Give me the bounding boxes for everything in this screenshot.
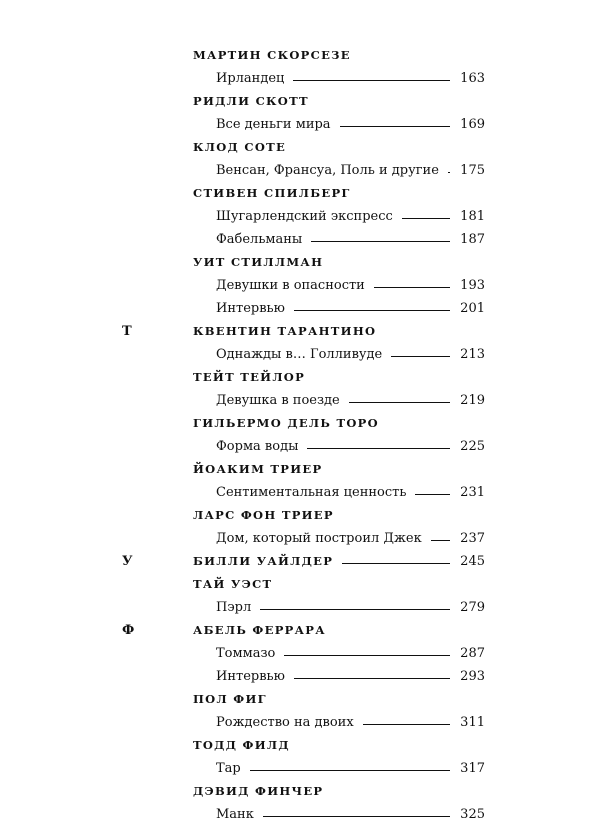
author-name: ТОДД ФИЛД <box>193 738 290 752</box>
film-entry[interactable] <box>216 117 485 132</box>
toc-entry-row <box>0 392 600 415</box>
leader-line <box>374 286 450 288</box>
film-title: Сентиментальная ценность <box>216 485 407 500</box>
toc-author-row <box>0 185 600 208</box>
author-name: ПОЛ ФИГ <box>193 692 267 706</box>
author-name: РИДЛИ СКОТТ <box>193 94 309 108</box>
toc-entry-row <box>0 300 600 323</box>
toc-author-row <box>0 461 600 484</box>
author-name: МАРТИН СКОРСЕЗЕ <box>193 48 351 62</box>
toc-entry-row <box>0 438 600 461</box>
film-entry[interactable] <box>216 232 485 247</box>
film-title: Ирландец <box>216 71 285 86</box>
page-number: 237 <box>460 531 485 546</box>
film-entry[interactable] <box>216 600 485 615</box>
film-entry[interactable] <box>216 646 485 661</box>
toc-author-row <box>0 254 600 277</box>
film-entry[interactable] <box>216 715 485 730</box>
page-number: 325 <box>460 807 485 822</box>
leader-line <box>363 723 450 725</box>
author-name: ЛАРС ФОН ТРИЕР <box>193 508 334 522</box>
film-entry[interactable] <box>216 393 485 408</box>
table-of-contents <box>0 47 600 829</box>
toc-entry-row <box>0 599 600 622</box>
page-number: 163 <box>460 71 485 86</box>
author-name: ТАЙ УЭСТ <box>193 577 273 591</box>
author-name: УИТ СТИЛЛМАН <box>193 255 324 269</box>
film-title: Фабельманы <box>216 232 303 247</box>
film-title: Все деньги мира <box>216 117 331 132</box>
page-number: 287 <box>460 646 485 661</box>
page-number: 181 <box>460 209 485 224</box>
leader-line <box>415 493 450 495</box>
film-title: Девушка в поезде <box>216 393 340 408</box>
toc-author-row <box>0 323 600 346</box>
film-title: Интервью <box>216 301 285 316</box>
page-number: 279 <box>460 600 485 615</box>
page-number: 213 <box>460 347 485 362</box>
page-number: 293 <box>460 669 485 684</box>
toc-entry-row <box>0 645 600 668</box>
film-title: Манк <box>216 807 254 822</box>
leader-line <box>250 769 450 771</box>
leader-line <box>294 677 450 679</box>
page-number: 175 <box>460 163 485 178</box>
film-entry[interactable] <box>216 301 485 316</box>
leader-line <box>402 217 450 219</box>
leader-line <box>284 654 450 656</box>
toc-entry-row <box>0 484 600 507</box>
toc-author-row <box>0 691 600 714</box>
author-name: КЛОД СОТЕ <box>193 140 287 154</box>
leader-line <box>293 79 450 81</box>
author-name: ГИЛЬЕРМО ДЕЛЬ ТОРО <box>193 416 379 430</box>
toc-entry-row <box>0 208 600 231</box>
toc-author-row <box>0 622 600 645</box>
toc-author-row <box>0 415 600 438</box>
toc-author-row <box>0 369 600 392</box>
film-title: Форма воды <box>216 439 299 454</box>
leader-line <box>340 125 450 127</box>
toc-author-row <box>0 93 600 116</box>
leader-line <box>263 815 450 817</box>
author-with-page <box>193 554 485 569</box>
page-number: 219 <box>460 393 485 408</box>
page-number: 201 <box>460 301 485 316</box>
author-name: БИЛЛИ УАЙЛДЕР <box>193 554 334 568</box>
toc-entry-row <box>0 70 600 93</box>
toc-author-row <box>0 783 600 806</box>
toc-entry-row <box>0 231 600 254</box>
film-entry[interactable] <box>216 485 485 500</box>
leader-line <box>260 608 450 610</box>
toc-entry-row <box>0 162 600 185</box>
film-title: Томмазо <box>216 646 276 661</box>
leader-line <box>294 309 450 311</box>
toc-entry-row <box>0 760 600 783</box>
author-name: ДЭВИД ФИНЧЕР <box>193 784 324 798</box>
toc-author-row <box>0 139 600 162</box>
page-number: 311 <box>460 715 485 730</box>
film-entry[interactable] <box>216 347 485 362</box>
page-number: 187 <box>460 232 485 247</box>
film-entry[interactable] <box>216 163 485 178</box>
toc-entry-row <box>0 714 600 737</box>
film-title: Венсан, Франсуа, Поль и другие <box>216 163 439 178</box>
leader-line <box>431 539 450 541</box>
film-entry[interactable] <box>216 761 485 776</box>
film-title: Рождество на двоих <box>216 715 354 730</box>
leader-line <box>349 401 450 403</box>
toc-author-row <box>0 553 600 576</box>
author-name: ЙОАКИМ ТРИЕР <box>193 462 323 476</box>
film-title: Интервью <box>216 669 285 684</box>
toc-entry-row <box>0 806 600 829</box>
leader-line <box>342 562 450 564</box>
toc-entry-row <box>0 668 600 691</box>
film-entry[interactable] <box>216 669 485 684</box>
page-number: 317 <box>460 761 485 776</box>
author-name: АБЕЛЬ ФЕРРАРА <box>193 623 326 637</box>
section-letter: Ф <box>122 623 135 638</box>
film-title: Однажды в… Голливуде <box>216 347 383 362</box>
leader-line <box>307 447 450 449</box>
page-number: 193 <box>460 278 485 293</box>
film-entry[interactable] <box>216 71 485 86</box>
page-number: 231 <box>460 485 485 500</box>
toc-author-row <box>0 507 600 530</box>
film-entry[interactable] <box>216 209 485 224</box>
film-title: Тар <box>216 761 241 776</box>
toc-entry-row <box>0 277 600 300</box>
toc-author-row <box>0 576 600 599</box>
toc-entry-row <box>0 530 600 553</box>
film-title: Девушки в опасности <box>216 278 365 293</box>
film-entry[interactable] <box>216 439 485 454</box>
toc-entry-row <box>0 116 600 139</box>
leader-line <box>391 355 450 357</box>
author-name: КВЕНТИН ТАРАНТИНО <box>193 324 377 338</box>
toc-author-row <box>0 47 600 70</box>
page-number: 245 <box>460 554 485 569</box>
film-title: Шугарлендский экспресс <box>216 209 393 224</box>
section-letter: У <box>122 554 133 569</box>
author-name: СТИВЕН СПИЛБЕРГ <box>193 186 351 200</box>
film-entry[interactable] <box>216 531 485 546</box>
film-title: Пэрл <box>216 600 252 615</box>
page-number: 225 <box>460 439 485 454</box>
toc-entry-row <box>0 346 600 369</box>
leader-line <box>311 240 450 242</box>
leader-line <box>448 171 450 173</box>
section-letter: Т <box>122 324 132 339</box>
film-entry[interactable] <box>216 278 485 293</box>
toc-author-row <box>0 737 600 760</box>
page-number: 169 <box>460 117 485 132</box>
film-entry[interactable] <box>216 807 485 822</box>
film-title: Дом, который построил Джек <box>216 531 422 546</box>
author-name: ТЕЙТ ТЕЙЛОР <box>193 370 306 384</box>
